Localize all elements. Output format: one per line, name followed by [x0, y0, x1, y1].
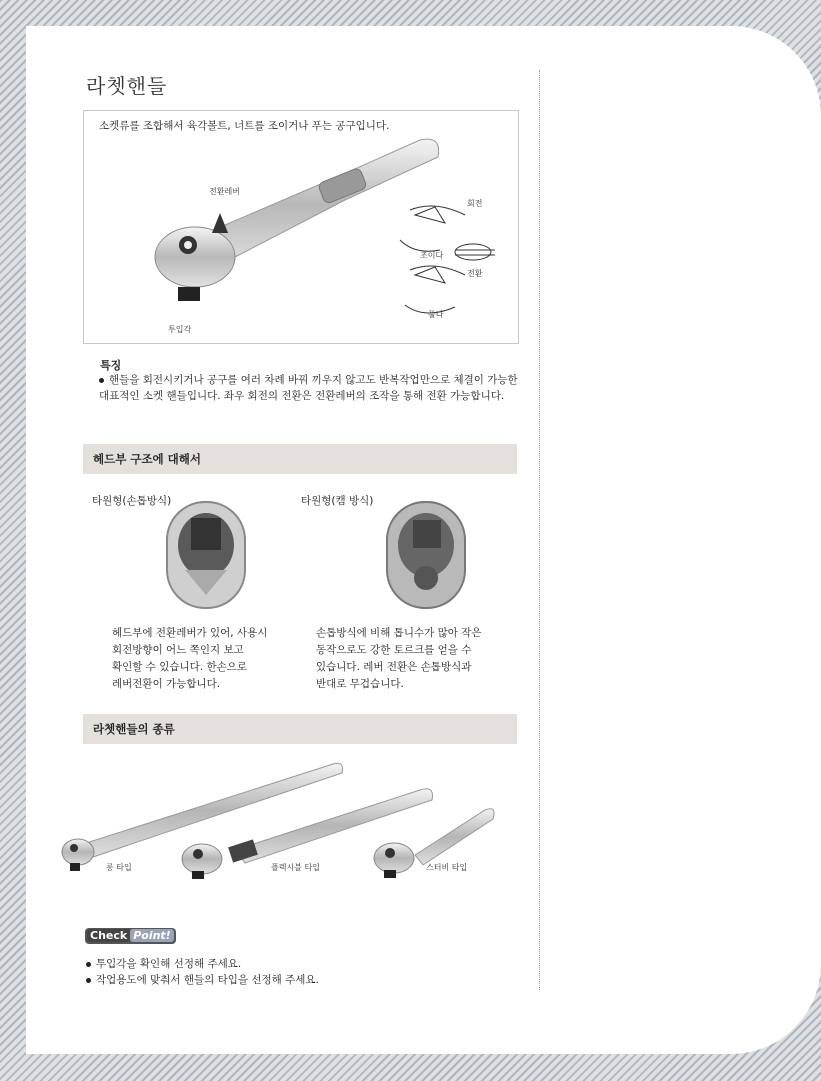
pawl-head-photo — [165, 500, 247, 610]
direction-diagram — [395, 195, 505, 325]
bullet-icon — [99, 378, 104, 383]
features-item — [99, 372, 519, 404]
type-desc-cam: 손톱방식에 비해 톱니수가 많아 작은 동작으로도 강한 토르크를 얻을 수 있습니다. 레버 전환은 손톱방식과 반대로 무겁습니다. — [316, 627, 482, 690]
type-label-stubby: 스터비 타입 — [426, 863, 468, 872]
label-switch: 전환 — [467, 269, 483, 278]
features-heading: 특징 — [100, 359, 122, 372]
type-label-flexible: 플렉시블 타입 — [271, 863, 320, 872]
bullet-icon — [86, 978, 91, 983]
section-head-structure: 헤드부 구조에 대해서 — [83, 444, 517, 474]
type-desc-pawl: 헤드부에 전환레버가 있어, 사용시 회전방향이 어느 쪽인지 보고 확인할 수 있습니다. 한손으로 레버전환이 가능합니다. — [112, 627, 268, 690]
column-divider — [539, 70, 540, 990]
type-caption-cam: 타원형(캠 방식) — [301, 495, 374, 507]
label-loosen: 풀다 — [428, 310, 444, 319]
label-rotate: 회전 — [467, 199, 483, 208]
type-caption-pawl: 타원형(손톱방식) — [92, 495, 172, 507]
checkpoint-item: 투입각을 확인해 선정해 주세요. — [86, 956, 319, 972]
callout-lever: 전환레버 — [209, 187, 240, 196]
callout-drive: 투입각 — [168, 325, 192, 334]
page-title: 라쳇핸들 — [86, 74, 168, 98]
checkpoint-item: 작업용도에 맞춰서 핸들의 타입을 선정해 주세요. — [86, 972, 319, 988]
checkpoint-list — [86, 956, 319, 988]
cam-head-photo — [385, 500, 467, 610]
section-handle-types: 라쳇핸들의 종류 — [83, 714, 517, 744]
bullet-icon — [86, 962, 91, 967]
checkpoint-badge: Check Point! — [85, 928, 176, 944]
intro-text: 소켓류를 조합해서 육각볼트, 너트를 조이거나 푸는 공구입니다. — [99, 120, 390, 132]
label-tighten: 조이다 — [420, 251, 444, 260]
type-label-long: 롱 타입 — [106, 863, 132, 872]
features-text: 핸들을 회전시키거나 공구를 여러 차례 바꿔 끼우지 않고도 반복작업만으로 체결이 가능한 대표적인 소켓 핸들입니다. 좌우 회전의 전환은 전환레버의 조작을 통해 전환 가능합니다. — [99, 374, 518, 402]
